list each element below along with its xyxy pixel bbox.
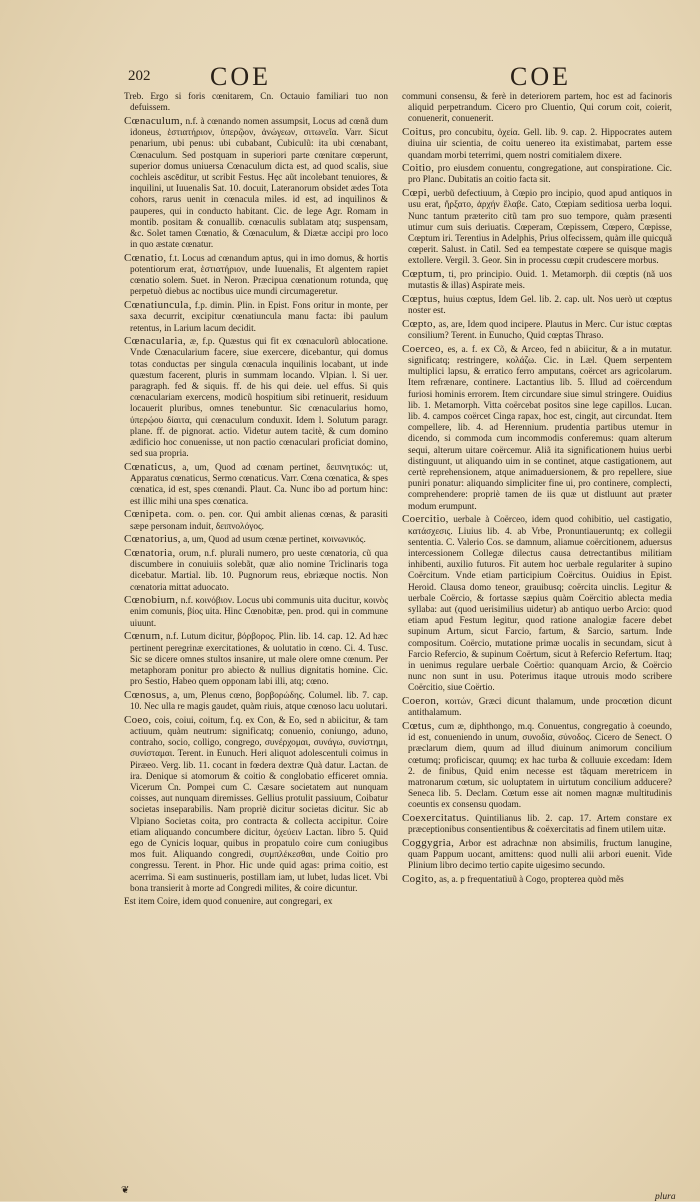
entry-lemma: Coitus, <box>402 126 436 139</box>
entry-lemma: Cœnosus, <box>124 688 170 701</box>
entry-lemma: Coitio, <box>402 162 435 175</box>
running-header <box>0 62 700 96</box>
entry-text: n.f. à cœnando nomen assumpsit, Locus ad cœnã dum idoneus, ἑστιατήριον, ὑπερῷον, ἀνώγεων, σιτωνεῖα. Varr. Sicut penarium, ubi penus: ubi cubabant, Cubiculũ: ita ubi cœnabant, Cœnaculum. Sed postquam in superiori parte cœnitare cœperunt, superior domus uniuersa Cœnaculum dicta est, ad quod scalis, siue cochleis ascēditur, ut scribit Festus. Hęc aũt incolebant tenuiores, & inquilini, ut Iuuenalis Sat. 10. docuit, Lateranorum obsidet ædes Tota cohors, rarus uenit in cœnacula miles. id est, ad inquilinos & pauperes, qui in conducto habitant. Cic. de lege Agr. Romam in montib. positam & conuallib. cœnaculis sublatam atq; suspensam, &c. Solet tamen Cœnatio, & Cœnaculum, & Diætæ accipi pro loco in quo æstate cœnatur. <box>130 116 388 251</box>
entry-text: n.f. κοινόβιον. Locus ubi communis uita ducitur, κοινὸς enim comunis, βίος uita. Hinc Cœnobitæ, pen. prod. qui in commune uiuunt. <box>130 596 389 629</box>
entry-lemma: Cogito, <box>402 873 437 886</box>
dictionary-entry <box>124 253 388 299</box>
entry-lemma: Cœnatoria, <box>124 546 176 559</box>
left-column <box>124 92 388 909</box>
entry-text: a, um, Plenus cœno, βορβορώδης. Columel. lib. 7. cap. 10. Nec ulla re magis gaudet, quàm riuis, atque cœnoso lacu uolutari. <box>130 690 389 713</box>
entry-lemma: Cœptum, <box>402 268 445 281</box>
dictionary-entry <box>124 897 388 908</box>
entry-text: κοιτών, Græci dicunt thalamum, unde procœtion dicunt antithalamum. <box>408 697 672 719</box>
dictionary-entry <box>402 269 672 292</box>
entry-lemma: Coercitio, <box>402 513 449 526</box>
fleuron-ornament: ❦ <box>121 1185 130 1196</box>
right-column <box>402 92 672 888</box>
entry-lemma: Cœpi, <box>402 187 431 200</box>
entry-lemma: Cœnacularia, <box>124 335 186 348</box>
entry-text: f.p. dimin. Plin. in Epist. Fons oritur in monte, per saxa decurrit, excipitur cœnatiuncula manu facta: ibi paulum retentus, in Larium lacum decidit. <box>130 301 388 334</box>
dictionary-entry <box>402 127 672 162</box>
dictionary-entry <box>124 300 388 335</box>
entry-text: cois, coiui, coitum, f.q. ex Con, & Eo, sed n abiicitur, & tam actiuum, quàm neutrum: significatq; conuenio, coniungo, aduno, contraho, socio, colligo, congrego, συνέρχομαι, συνάγω, συνίστημι, συνίσταμαι. Terent. in Eunuch. Heri aliquot adolescentuli coimus in Piræeo. Verg. lib. 11. cocant in fœdera dextræ Quà datur. Lactan. de ira. Denique si atomorum & coitio & conglobatio efficeret omnia. Vicerum Cn. Pompei cum C. Cæsare societatem aut nunquam coisses, aut nunquam diremisses. Gellius protulit passiuum, Coibatur societas inseparabilis. Nam propriè dicitur societas dicitur. Sic ab Vlpiano Societas coita, pro contracta & collecta accipitur. Coire etiam aliquando concumbere dicitur, ὀχεύειν Lactan. libro 5. Quid ego de Cynicis loquar, quibus in propatulo coire cum coniugibus mos fuit. Aliquando congredi, συμπλέκεσθαι, unde Coitio pro congressu. Terent. in Phor. Hic unde quid agas: prima coitio, est acerrima. Si eam sustinueris, postillam iam, ut lubet, ludas licet. Vbi bona transierit à morte ad Congredi milites, & coire dicuntur. <box>130 715 389 894</box>
entry-text: a, um, Quod ad usum cœnæ pertinet, κοινωνικός. <box>183 535 366 546</box>
entry-lemma: Cœnatiuncula, <box>124 299 192 312</box>
dictionary-entry <box>124 690 388 713</box>
entry-text: n.f. Lutum dicitur, βόρβορος. Plin. lib. 14. cap. 12. Ad hæc pertinent peregrinæ exercitationes, & uolutatio in cœno. Ci. 4. Tusc. Sic se dicere omnes stultos insanire, ut male olere omne cœnum. Per metaphoram ponitur pro abiecto & nullius dignitatis homine. Cic. pro Sestio, Habeo quem opponam labi illi, atq; cœno. <box>130 632 389 688</box>
dictionary-entry <box>402 294 672 317</box>
dictionary-entry <box>124 715 388 895</box>
dictionary-entry <box>402 163 672 186</box>
entry-lemma: Coeron, <box>402 695 440 708</box>
entry-lemma: Cœnipeta. <box>124 508 172 521</box>
entry-lemma: Cœnaculum, <box>124 114 183 127</box>
dictionary-entry <box>124 336 388 460</box>
entry-lemma: Cœtus, <box>402 719 435 732</box>
entry-lemma: Cœnum, <box>124 630 164 643</box>
entry-text: uerbale à Coërceo, idem quod cohibitio, uel castigatio, κατάσχεσις. Liuius lib. 4. ab Vrbe, Pronuntiaueruntq; ex collegii sententia. C. Valerio Cos. se damnum, aliamue coërcitionem, aduersus intercessionem Collegæ dilectus causa detrectantibus militiam inhibenti, auxilio futuros. Fit autem hoc uerbale regulariter à supino Coërcitum. Vnde etiam participium Coërcitus. Ouidius in Epist. Heroid. Clausa domo teneor, grauibusq; coërcita uinclis. Legitur & uerbale Coërcio, & fortasse sæpius quàm Coërcitio ablecta media syllaba: aut (quod uerisimilius uidetur) ab antiquo uerbo Arcio: quod etiam apud Festum legitur, quod ratione analogiæ facere debet supinum Artum, sicut Farcio, fartum, & Sarcio, sartum. Inde compositum. Coërcio, mutatione primæ uocalis in secundam, sicut à Farcio Refercio, & supinum Coërtum, sicut à Refercio Refertum. Itaq; in uenimus regulare uerbale Coërtio: quanquam Arcio, & Coërcio nunc non sunt in usu. Poterimus itaque utrouis modo scribere Coërcitio, siue Coërtio. <box>408 515 673 694</box>
dictionary-entry <box>124 116 388 251</box>
entry-text: as, are, Idem quod incipere. Plautus in Merc. Cur istuc cœptas consilium? Terent. in Eunucho, Quid cœptas Thraso. <box>408 319 673 342</box>
dictionary-entry <box>402 721 672 812</box>
entry-lemma: Cœnobium, <box>124 594 179 607</box>
entry-text: es, a. f. ex Cõ, & Arceo, fed n abiicitur, & a in mutatur. significatq; restringere, κολάζω. Cic. in Læl. Quem serpentem multiplici lapsu, & erratico ferro amputans, coërcet ars agricolarum. Item refrænare, continere. Lactantius lib. 5. Illud ad coërcendum furiosi hominis errorem. Item circundare siue simul stringere. Ouidius lib. 1. Metamorph. Vitta coërcebat positos sine lege capillos. Lucan. lib. 4. campos coërcet Cinga rapax, hoc est, cingit, aut circundat. Item compellere, lib. 4. ad Herennium. prudentia partibus utemur in dicendo, si commoda cum incommodis conferemus: quam alterum sequi, alterum uitare coërcemur. Aliã ita significationem huius uerbi distinguunt, ut aliquando uim in se continet, atque castigationem, aut certè reprehensionem, atque animaduersionem, & pro repellere, siue puniri ponatur: aliquando simpliciter fine ui, pro continere, complecti, comprehendere: propriè tamen de iis quæ ut distluunt aut præter modum erumpunt. <box>408 344 672 512</box>
entry-lemma: Cœnatio, <box>124 251 167 264</box>
entry-lemma: Cœnaticus, <box>124 461 177 473</box>
dictionary-entry <box>124 92 388 114</box>
entry-text: orum, n.f. plurali numero, pro ueste cœnatoria, cũ qua discumbere in conuiuiis solebãt, quæ alio nomine Triclinaris toga dicebatur. Martial. lib. 10. Pugnorum reus, ebriæque noctis. Non cœnatoria mittat aduocato. <box>130 548 388 593</box>
entry-text: æ, f.p. Quæstus qui fit ex cœnaculorũ ablocatione. Vnde Cœnacularium facere, siue exercere, dicebantur, qui domus totas conductas per singula cœnacula inquilinis locabant, ut inde quæstum facerent, pluris in summam locando. Vlpian. l. Si uer. paragraph. fed & siquis. ff. de his qui deie. uel effus. Si quis cœnaculariam exercens, modicũ hospitium sibi retinuerit, residuum locauerit pluribus, omnes tenebuntur. Sic cœnacularius homo, ὑπερῴου δίαιτα, qui cœnaculum conduxit. Idem l. Solutum paragr. plane. ff. de pignorat. actio. Videtur autem tacitè, & cum domino ædificio hoc conuenisse, ut non pactio cœnaculari proficiat domino, sed sua propria. <box>130 337 388 460</box>
entry-lemma: Coggygria, <box>402 837 455 849</box>
entry-text: Est item Coire, idem quod conuenire, aut congregari, ex <box>124 896 333 907</box>
entry-text: ti, pro principio. Ouid. 1. Metamorph. dii cœptis (nã uos mutastis & illas) Aspirate meis. <box>408 270 672 292</box>
entry-text: cum æ, diphthongo, m.q. Conuentus, congregatio à coeundo, id est, conueniendo in unum, συνοδία, σύνοδος. Cicero de Senect. O præclarum diem, quum ad illud diuinum animorum concilium cœtumq; proficiscar, quumq; ex hac turba & colluuie excedam: Idem 2. de finibus, Quid enim necesse est tãquam meretricem in matronarum cœtum, sic uoluptatem in uirtutum concilium adducere? Seneca lib. 5. Declam. Cœtum esse ait nomen magnæ multitudinis coeuntis ex consensu quodam. <box>408 721 673 811</box>
entry-lemma: Coerceo, <box>402 342 444 355</box>
dictionary-entry <box>402 92 672 126</box>
entry-text: com. o. pen. cor. Qui ambit alienas cœnas, & parasiti sæpe personam induit, δειπνολόγος. <box>130 510 388 532</box>
headword-right: COE <box>510 62 571 91</box>
dictionary-entry <box>402 838 672 873</box>
dictionary-entry <box>402 188 672 267</box>
entry-text: as, a. p frequentatiuũ à Cogo, propterea quòd mẽs <box>439 875 624 886</box>
entry-text: communi consensu, & ferè in deteriorem partem, hoc est ad facinoris aliquid perpetrandum. Cicero pro Cluentio, Qui corum coit, coierit, conuenerit, conuenerit. <box>402 92 672 125</box>
dictionary-entry <box>124 595 388 630</box>
entry-text: Quintilianus lib. 2. cap. 17. Artem constare ex præceptionibus consentientibus & coëxercitatis ad finem utilem uitæ. <box>408 814 673 836</box>
entry-text: pro eiusdem conuentu, congregatione, aut conspiratione. Cic. pro Planc. Dubitatis an coitio facta sit. <box>408 164 672 186</box>
entry-lemma: Coexercitatus. <box>402 812 470 825</box>
dictionary-entry <box>124 509 388 532</box>
entry-text: uerbũ defectiuum, à Cœpio pro incipio, quod apud antiquos in usu erat, ἤρξατο, ἀρχήν ἔλαβε. Cato, Cœpiam seditiosa uerba loqui. Nunc tantum præterito citũ tam pro suo tempore, quàm præsenti utimur cum suis deriuatis. Cœperam, Cœpissem, Cœpero, Cœpisse, Cœptum iri. Terentius in Adelphis, Prius olfecissem, quàm ille quicquã cœperit. Salust. in Catil. Sed ea tempestate cœpere se quisque magis extollere. Vergil. 3. Geor. Sin in processu cœpit crudescere morbus. <box>408 189 673 267</box>
entry-text: Arbor est adrachnæ non absimilis, fructum lanugine, quam Pappum uocant, amittens: quod nulli alii arbori euenit. Vide Plinium libro decimo tertio capite uigesimo secundo. <box>408 839 672 872</box>
entry-text: Treb. Ergo si foris cœnitarem, Cn. Octauio familiari tuo non defuissem. <box>124 92 388 114</box>
dictionary-entry <box>124 462 388 508</box>
entry-text: huius cœptus, Idem Gel. lib. 2. cap. ult. Nos uerò ut cœptus noster est. <box>408 294 672 317</box>
dictionary-entry <box>402 874 672 886</box>
entry-lemma: Cœpto, <box>402 317 436 330</box>
headword-left: COE <box>210 62 271 91</box>
dictionary-entry <box>402 696 672 719</box>
entry-text: pro concubitu, ὀχεία. Gell. lib. 9. cap. 2. Hippocrates autem diuina uir scientia, de coitu uenereo ita existimabat, partem esse quandam morbi teterrimi, quem nostri comitialem dixere. <box>408 128 672 161</box>
dictionary-entry <box>402 514 672 694</box>
entry-text: f.t. Locus ad cœnandum aptus, qui in imo domus, & hortis potentiorum erat, ἑστιατήριον, unde Iuuenalis, Et algentem rapiet cœnatio solem. Suet. in Neron. Præcipua cœnationum rotunda, quę perpetuò diebus ac noctibus uice mundi circumageretur. <box>130 253 389 298</box>
entry-text: a, um, Quod ad cœnam pertinet, δειπνητικός: ut, Apparatus cœnaticus, Sermo cœnaticus. Varr. Cœna cœnatica, & spes cœnatica, id est, spes cœnandi. Plaut. Ca. Nunc ibo ad portum hinc: est illic mihi una spes cœnatica. <box>130 463 389 507</box>
dictionary-entry <box>124 631 388 688</box>
dictionary-entry <box>402 319 672 342</box>
entry-lemma: Cœptus, <box>402 292 441 305</box>
dictionary-entry <box>124 548 388 594</box>
dictionary-entry <box>124 534 388 546</box>
dictionary-entry <box>402 813 672 836</box>
entry-lemma: Coeo, <box>124 713 152 726</box>
dictionary-entry <box>402 344 672 513</box>
catchword: plura <box>655 1192 676 1202</box>
entry-lemma: Cœnatorius, <box>124 533 181 546</box>
page-number: 202 <box>128 68 151 84</box>
